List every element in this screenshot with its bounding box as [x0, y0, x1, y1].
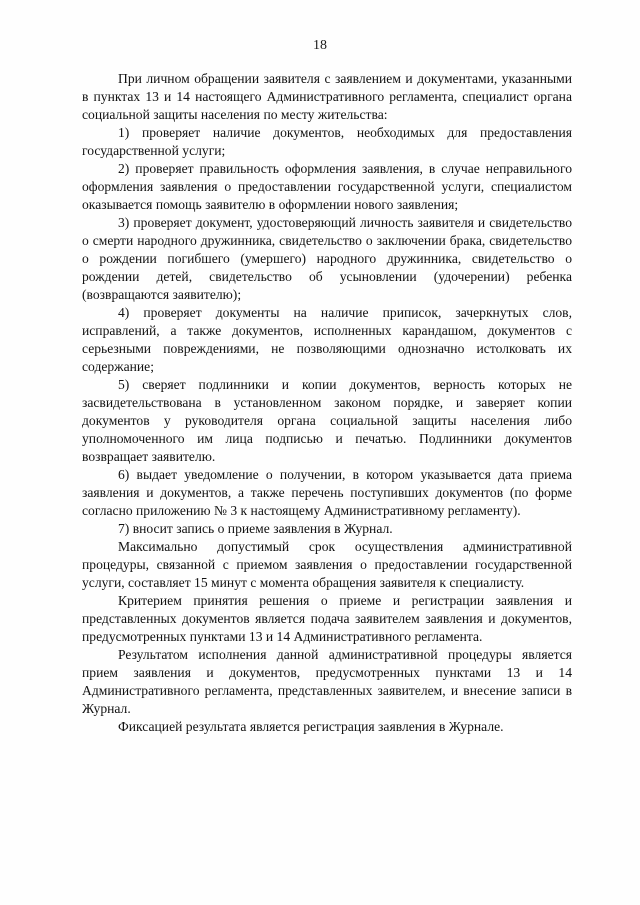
paragraph-criterion: Критерием принятия решения о приеме и регистрации заявления и представленных документов является подача заявителем заявления и документов, предусмотренных пунктами 13 и 14 Административного регламента. [82, 593, 572, 644]
paragraph-item-4: 4) проверяет документы на наличие приписок, зачеркнутых слов, исправлений, а также документов, исполненных карандашом, документов с серьезными повреждениями, не позволяющими однозначно истолковать их содержание; [82, 305, 572, 374]
paragraph-item-5: 5) сверяет подлинники и копии документов, верность которых не засвидетельствована в установленном законом порядке, и заверяет копии документов у руководителя органа социальной защиты населения либо уполномоченного им лица подписью и печатью. Подлинники документов возвращает заявителю. [82, 377, 572, 464]
document-body [82, 70, 572, 736]
paragraph-item-1: 1) проверяет наличие документов, необходимых для предоставления государственной услуги; [82, 125, 572, 158]
paragraph-item-7: 7) вносит запись о приеме заявления в Журнал. [118, 521, 393, 536]
paragraph-item-6: 6) выдает уведомление о получении, в котором указывается дата приема заявления и документов, а также перечень поступивших документов (по форме согласно приложению № 3 к настоящему Административному регламенту). [82, 467, 572, 518]
paragraph-item-3: 3) проверяет документ, удостоверяющий личность заявителя и свидетельство о смерти народного дружинника, свидетельство о заключении брака, свидетельство о рождении погибшего (умершего) народного дружинника, свидетельство о рождении детей, свидетельство об усыновлении (удочерении) ребенка (возвращаются заявителю); [82, 215, 572, 302]
paragraph-fixation: Фиксацией результата является регистрация заявления в Журнале. [118, 719, 504, 734]
page-number: 18 [313, 38, 327, 53]
paragraph-intro: При личном обращении заявителя с заявлением и документами, указанными в пунктах 13 и 14 настоящего Административного регламента, специалист органа социальной защиты населения по месту жительства: [82, 71, 572, 122]
paragraph-max-time: Максимально допустимый срок осуществления административной процедуры, связанной с приемом заявления о предоставлении государственной услуги, составляет 15 минут с момента обращения заявителя к специалисту. [82, 539, 572, 590]
paragraph-result: Результатом исполнения данной административной процедуры является прием заявления и документов, предусмотренных пунктами 13 и 14 Административного регламента, представленных заявителем, и внесение записи в Журнал. [82, 647, 572, 716]
paragraph-item-2: 2) проверяет правильность оформления заявления, в случае неправильного оформления заявления о предоставлении государственной услуги, специалистом оказывается помощь заявителю в оформлении нового заявления; [82, 161, 572, 212]
